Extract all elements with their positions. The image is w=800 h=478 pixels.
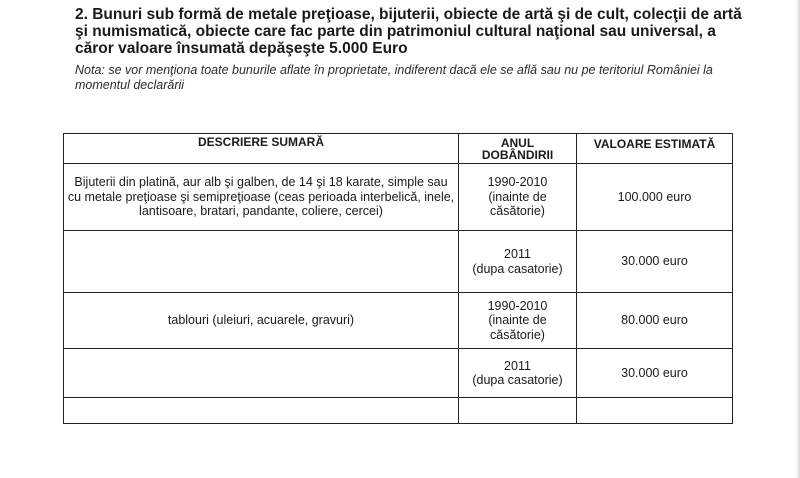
cell-description (64, 349, 459, 398)
table-header-row (64, 134, 733, 164)
cell-year (459, 398, 577, 424)
table-row (64, 164, 733, 231)
cell-year-value: 2011 (504, 358, 531, 373)
cell-description: Bijuterii din platină, aur alb şi galben, de 14 şi 18 karate, simple sau cu metale preţioase şi semipreţioase (ceas perioada interbelică, inele, lantisoare, bratari, pandante, coliere, cercei) (64, 164, 459, 231)
cell-year-value: 2011 (504, 247, 531, 261)
cell-year-note: (dupa casatorie) (472, 261, 563, 276)
cell-value (577, 398, 733, 424)
cell-year-value: 1990-2010 (487, 175, 548, 190)
cell-year-note: (inainte de căsătorie) (488, 313, 547, 342)
assets-table (63, 133, 733, 424)
cell-value: 30.000 euro (577, 231, 733, 293)
cell-description: tablouri (uleiuri, acuarele, gravuri) (64, 293, 459, 349)
header-year (459, 134, 577, 164)
table-row (64, 231, 733, 293)
cell-value: 30.000 euro (577, 349, 733, 398)
cell-description (64, 231, 459, 293)
cell-year (459, 231, 577, 293)
cell-year-value: 1990-2010 (487, 298, 548, 313)
cell-year (459, 349, 577, 398)
cell-year (459, 164, 577, 231)
table-row (64, 398, 733, 424)
cell-year (459, 293, 577, 349)
table-row (64, 349, 733, 398)
header-year-line1: ANUL (500, 135, 535, 150)
section-heading: 2. Bunuri sub formă de metale preţioase, bijuterii, obiecte de artă şi de cult, colecţii de artă şi numismatică, obiecte care fac parte din patrimoniul cultural naţional sau universal, a căror valoare însumată depăşeşte 5.000 Euro (75, 6, 742, 57)
header-year-line2: DOBÂNDIRII (481, 147, 554, 162)
cell-value: 80.000 euro (577, 293, 733, 349)
cell-year-note: (dupa casatorie) (472, 373, 563, 387)
table-row (64, 293, 733, 349)
section-note: Nota: se vor menţiona toate bunurile aflate în proprietate, indiferent dacă ele se află sau nu pe teritoriul României la momentul declarării (75, 63, 713, 92)
header-value: VALOARE ESTIMATĂ (577, 134, 733, 164)
header-description: DESCRIERE SUMARĂ (64, 134, 459, 164)
cell-description (64, 398, 459, 424)
cell-value: 100.000 euro (577, 164, 733, 231)
cell-year-note: (inainte de căsătorie) (488, 189, 547, 219)
page-edge-shadow (796, 0, 800, 478)
